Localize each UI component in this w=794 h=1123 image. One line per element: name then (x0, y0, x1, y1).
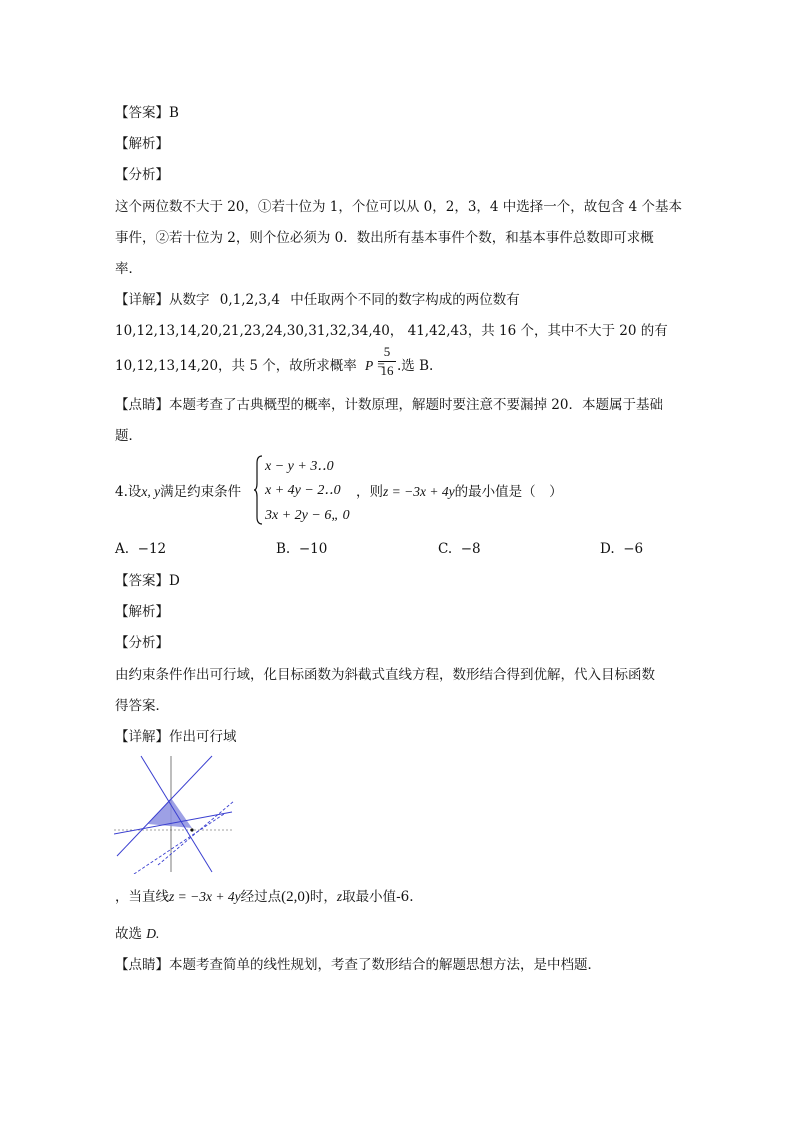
fenxi-text-line-3: 率． (115, 261, 142, 277)
option-b-letter: B. (276, 541, 291, 557)
choose-text: 故选 (115, 926, 147, 942)
option-d-letter: D. (600, 541, 615, 557)
analysis-label-2: 【解析】 (115, 604, 169, 620)
option-a (115, 541, 166, 557)
detail-2-label: 【详解】作出可行域 (115, 729, 237, 745)
constraint-line-3 (141, 756, 212, 872)
question-suffix: 的最小值是（ ） (454, 484, 563, 500)
option-c-letter: C. (438, 541, 453, 557)
detail-text-line-3 (115, 357, 386, 375)
option-c-value: −8 (460, 541, 481, 557)
comment-2: 【点睛】本题考查简单的线性规划，考查了数形结合的解题思想方法，是中档题． (115, 957, 601, 973)
objective-function: z = −3x + 4y (383, 484, 455, 499)
detail-text-line-3a: 10,12,13,14,20，共 5 个，故所求概率 (115, 358, 357, 374)
choose-letter: D. (146, 926, 160, 941)
probability-symbol: P = (365, 358, 386, 373)
conclusion-c: 时， (309, 889, 337, 905)
fenxi-label-2: 【分析】 (115, 635, 169, 651)
option-d (600, 541, 643, 557)
answer-label-2: 【答案】D (115, 573, 180, 589)
option-b (276, 541, 327, 557)
fenxi-text-line-2: 事件，②若十位为 2，则个位必须为 0．数出所有基本事件个数，和基本事件总数即可求概 (115, 230, 654, 246)
comment-text-line-2: 题． (115, 428, 142, 444)
question-4-prefix (115, 483, 241, 501)
option-a-letter: A. (115, 541, 130, 557)
detail-text-line-3b: .选 B. (397, 358, 434, 374)
question-vars: x, y (141, 484, 161, 499)
probability-denominator: 16 (380, 363, 394, 378)
option-d-value: −6 (623, 541, 644, 557)
fenxi-2-line-1: 由约束条件作出可行域，化目标函数为斜截式直线方程，数形结合得到优解，代入目标函数 (115, 667, 655, 683)
conclusion-equation: z = −3x + 4y (169, 889, 241, 904)
analysis-label-1: 【解析】 (115, 136, 169, 152)
constraint-1: x − y + 3‥0 (265, 459, 334, 474)
brace-icon (253, 455, 263, 525)
answer-label-1: 【答案】B (115, 105, 179, 121)
comment-text-line-1: 【点睛】本题考查了古典概型的概率，计数原理，解题时要注意不要漏掉 20．本题属于基础 (115, 397, 663, 413)
probability-numerator: 5 (383, 344, 391, 359)
detail-text-line-2: 10,12,13,14,20,21,23,24,30,31,32,34,40， 41,42,43，共 16 个，其中不大于 20 的有 (115, 323, 668, 339)
conclusion-line (115, 888, 414, 906)
optimal-point (190, 828, 193, 831)
feasible-region-graph (114, 752, 236, 874)
conclusion-b: 经过点 (240, 889, 282, 905)
conclusion-d: 取最小值-6. (342, 889, 414, 905)
question-mid: ，则 (356, 484, 383, 500)
option-b-value: −10 (298, 541, 328, 557)
option-a-value: −12 (137, 541, 167, 557)
constraint-label: 满足约束条件 (160, 484, 242, 500)
conclusion-z: z (336, 889, 343, 904)
choose-line (115, 925, 159, 943)
question-number: 4.设 (115, 484, 142, 500)
constraint-3: 3x + 2y − 6„ 0 (265, 508, 350, 523)
conclusion-point: (2,0) (281, 889, 310, 905)
conclusion-a: ，当直线 (115, 889, 169, 905)
option-c (438, 541, 481, 557)
detail-text-line-1: 【详解】从数字 0,1,2,3,4 中任取两个不同的数字构成的两位数有 (115, 292, 520, 308)
fenxi-label-1: 【分析】 (115, 167, 169, 183)
question-4-tail (356, 483, 563, 501)
fenxi-text-line-1: 这个两位数不大于 20，①若十位为 1，个位可以从 0，2，3，4 中选择一个，故包含 4 个基本 (115, 199, 682, 215)
constraint-2: x + 4y − 2‥0 (265, 483, 341, 498)
probability-fraction (378, 344, 396, 379)
fenxi-2-line-2: 得答案． (115, 698, 169, 714)
constraint-line-1 (117, 756, 212, 856)
